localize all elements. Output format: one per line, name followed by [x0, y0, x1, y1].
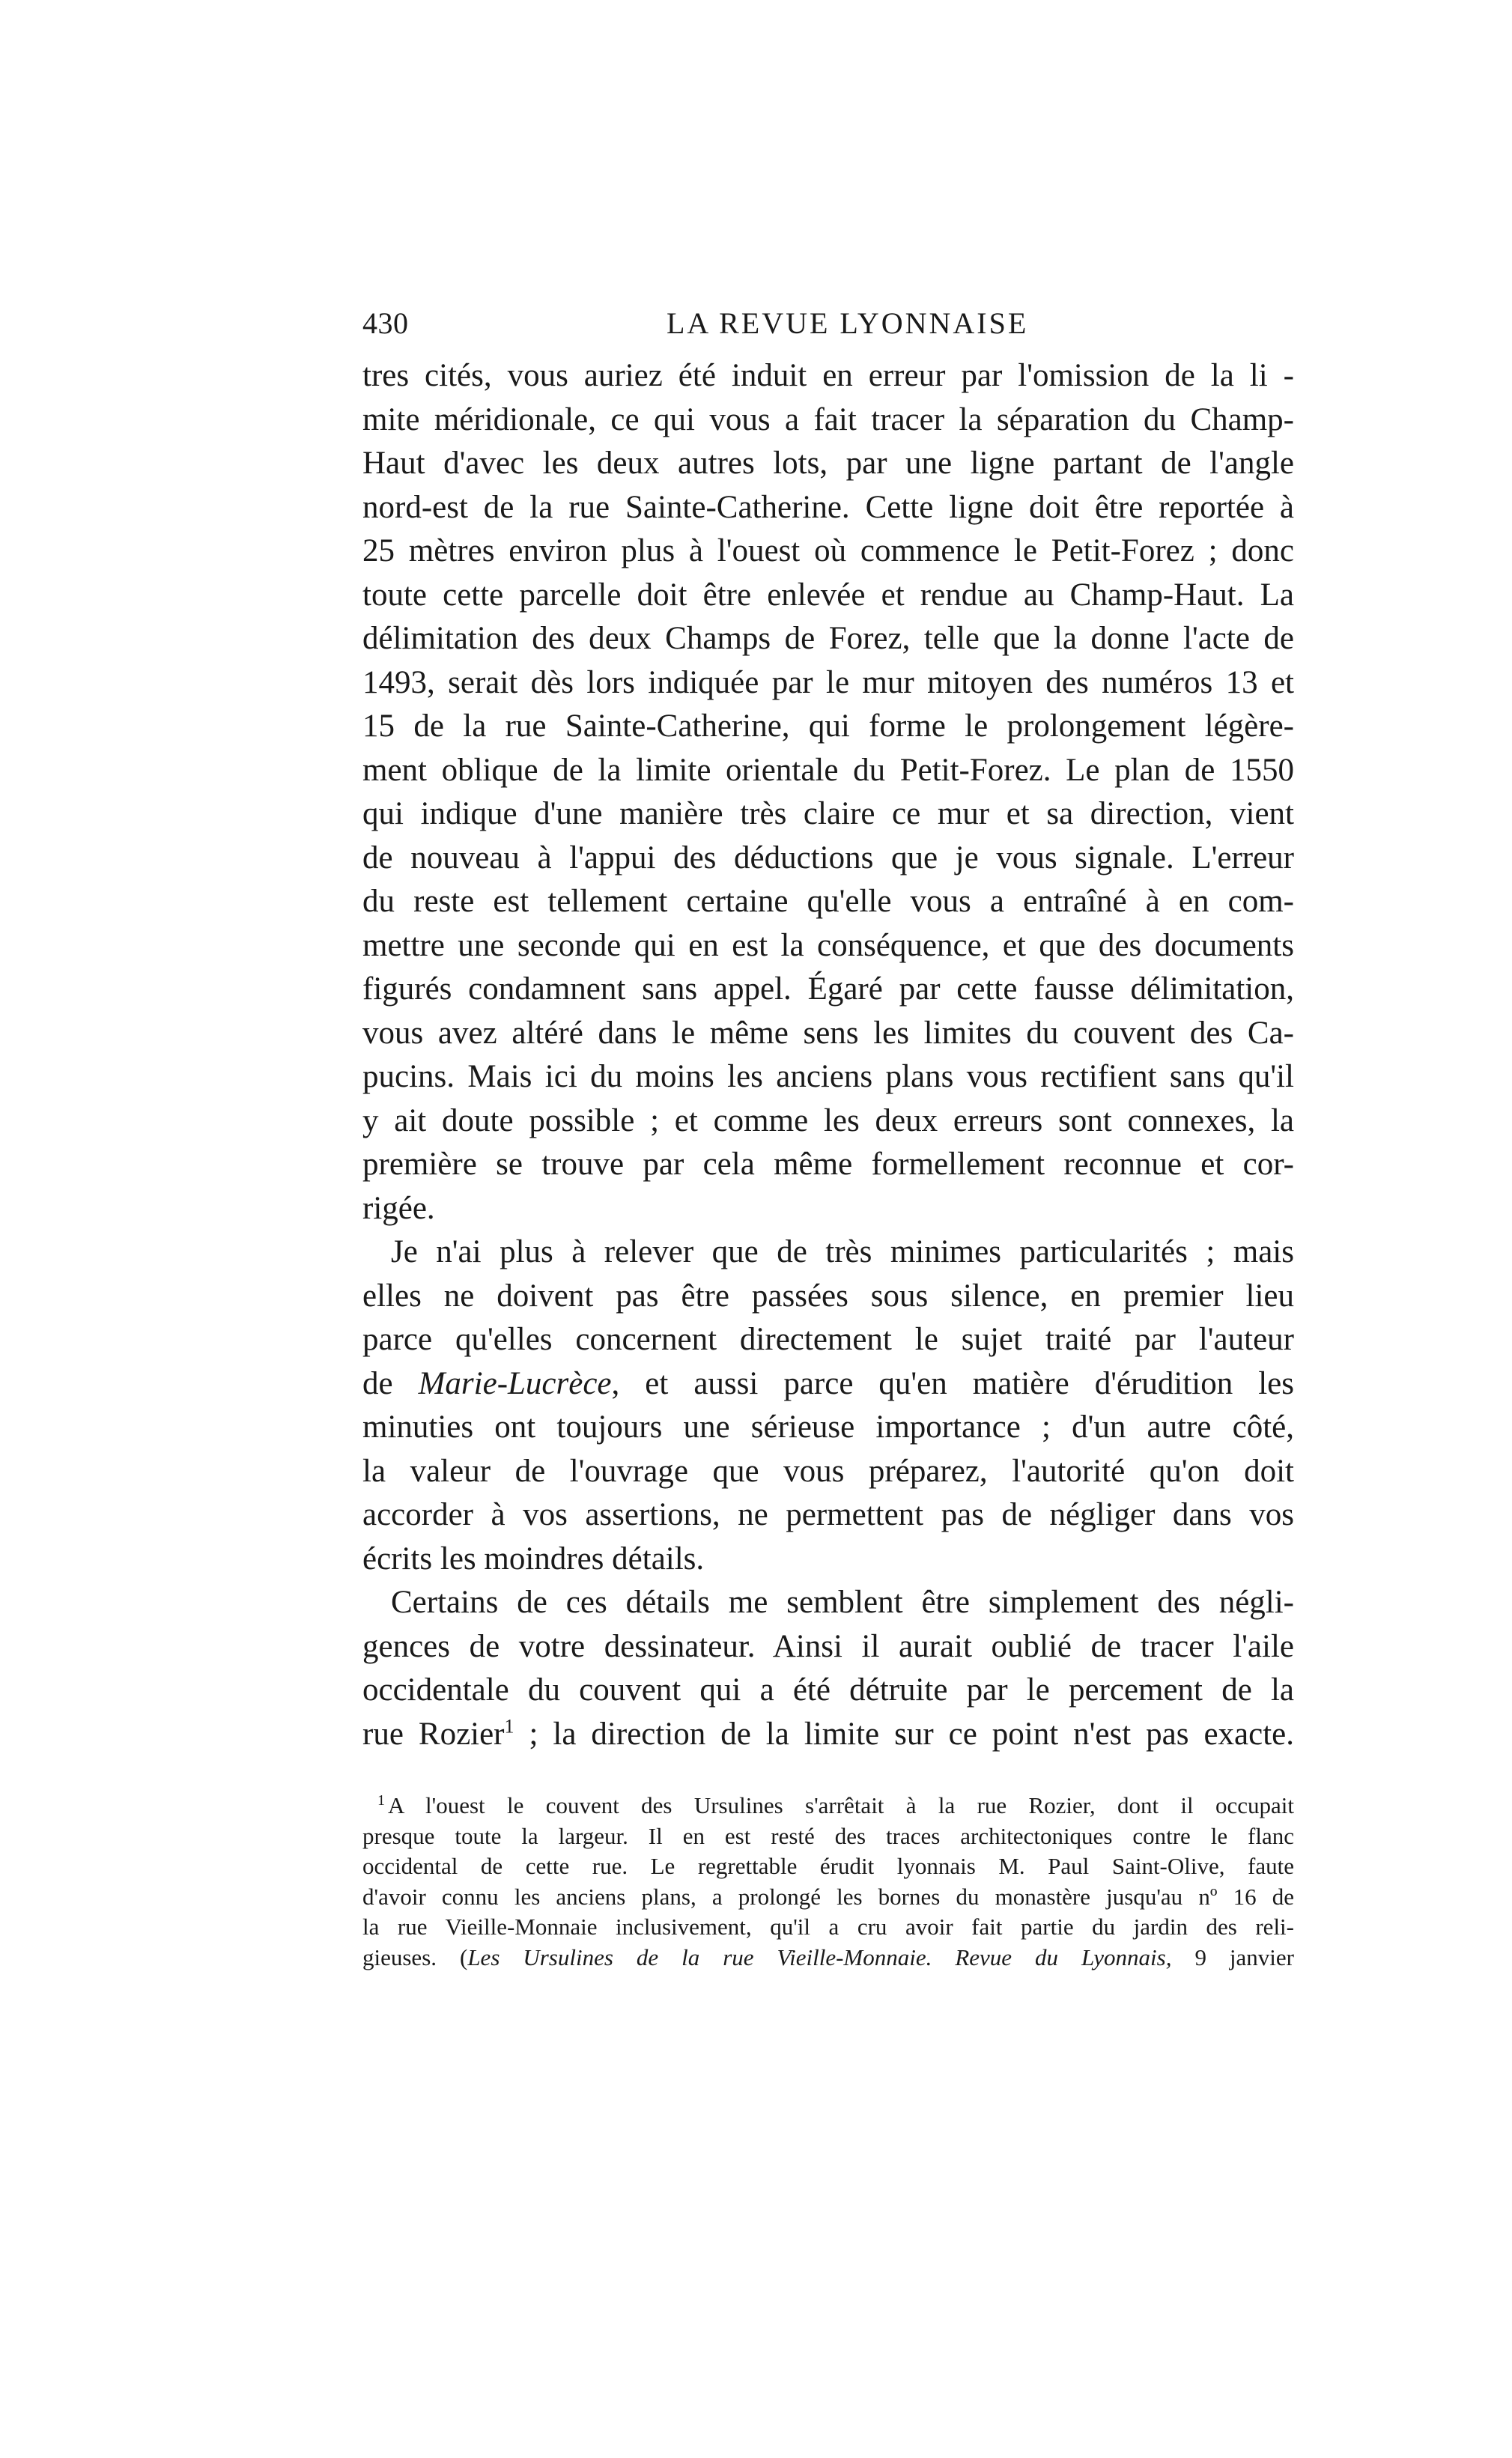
text-line: Haut d'avec les deux autres lots, par une ligne partant de l'angle — [362, 446, 1294, 481]
footnote-line: presque toute la largeur. Il en est resté des traces architectoniques contre le flanc — [362, 1822, 1294, 1849]
text-line: occidentale du couvent qui a été détruite par le percement de la — [362, 1672, 1294, 1708]
footnote-line — [362, 1791, 1294, 1821]
text-line: parce qu'elles concernent directement le sujet traité par l'auteur — [362, 1322, 1294, 1357]
text-line: mite méridionale, ce qui vous a fait tracer la séparation du Champ- — [362, 401, 1294, 437]
text-line: délimitation des deux Champs de Forez, telle que la donne l'acte de — [362, 621, 1294, 656]
text-line: 25 mètres environ plus à l'ouest où commence le Petit-Forez ; donc — [362, 533, 1294, 568]
text-line — [362, 1713, 1294, 1757]
text-line: 15 de la rue Sainte-Catherine, qui forme le prolongement légère- — [362, 708, 1294, 744]
body-text — [362, 354, 1294, 1756]
work-title: Marie-Lucrèce — [418, 1365, 612, 1401]
text-fragment: 9 janvier — [1171, 1943, 1294, 1970]
text-line: ment oblique de la limite orientale du Petit-Forez. Le plan de 1550 — [362, 752, 1294, 788]
footnote-line: la rue Vieille-Monnaie inclusivement, qu'il a cru avoir fait partie du jardin des reli- — [362, 1914, 1294, 1940]
text-line: nord-est de la rue Sainte-Catherine. Cette ligne doit être reportée à — [362, 489, 1294, 525]
text-fragment: A l'ouest le couvent des Ursulines s'arrêtait à la rue Rozier, dont il occupait — [388, 1792, 1294, 1818]
text-fragment: ; la direction de la limite sur ce point n'est pas exacte. — [514, 1716, 1294, 1752]
text-line: vous avez altéré dans le même sens les limites du couvent des Ca- — [362, 1015, 1294, 1051]
text-line: elles ne doivent pas être passées sous silence, en premier lieu — [362, 1278, 1294, 1314]
page-header — [362, 306, 1029, 346]
text-line: première se trouve par cela même formellement reconnue et cor- — [362, 1147, 1294, 1182]
text-line: la valeur de l'ouvrage que vous préparez, l'autorité qu'on doit — [362, 1453, 1294, 1489]
footnote-reference[interactable]: 1 — [504, 1715, 514, 1738]
footnote-line: occidental de cette rue. Le regrettable érudit lyonnais M. Paul Saint-Olive, faute — [362, 1853, 1294, 1879]
text-line: du reste est tellement certaine qu'elle vous a entraîné à en com- — [362, 884, 1294, 919]
page-number: 430 — [362, 306, 409, 340]
text-line: tres cités, vous auriez été induit en erreur par l'omission de la li - — [362, 358, 1294, 393]
text-line: minuties ont toujours une sérieuse importance ; d'un autre côté, — [362, 1409, 1294, 1445]
text-line: toute cette parcelle doit être enlevée et rendue au Champ-Haut. La — [362, 577, 1294, 613]
footnote-line: d'avoir connu les anciens plans, a prolongé les bornes du monastère jusqu'au nº 16 de — [362, 1883, 1294, 1910]
text-line: 1493, serait dès lors indiquée par le mur mitoyen des numéros 13 et — [362, 664, 1294, 700]
text-line — [362, 1362, 1294, 1406]
text-line: figurés condamnent sans appel. Égaré par cette fausse délimitation, — [362, 971, 1294, 1007]
text-line: Je n'ai plus à relever que de très minimes particularités ; mais — [391, 1234, 1294, 1269]
footnote-line — [362, 1943, 1294, 1973]
text-line: mettre une seconde qui en est la conséquence, et que des documents — [362, 927, 1294, 963]
text-fragment: gieuses. ( — [362, 1943, 468, 1970]
text-line: gences de votre dessinateur. Ainsi il aurait oublié de tracer l'aile — [362, 1628, 1294, 1664]
text-line: rigée. — [362, 1190, 435, 1226]
text-line: pucins. Mais ici du moins les anciens plans vous rectifient sans qu'il — [362, 1059, 1294, 1094]
text-line: de nouveau à l'appui des déductions que je vous signale. L'erreur — [362, 840, 1294, 876]
running-title: LA REVUE LYONNAISE — [667, 306, 1029, 340]
footnote-marker: 1 — [377, 1791, 385, 1809]
text-fragment: , et aussi parce qu'en matière d'érudition les — [611, 1365, 1294, 1401]
text-line: qui indique d'une manière très claire ce mur et sa direction, vient — [362, 796, 1294, 831]
text-line: accorder à vos assertions, ne permettent pas de négliger dans vos — [362, 1497, 1294, 1532]
text-line: écrits les moindres détails. — [362, 1541, 705, 1577]
text-line: Certains de ces détails me semblent être simplement des négli- — [391, 1585, 1294, 1620]
footnotes — [362, 1791, 1294, 1973]
text-fragment: rue Rozier — [362, 1716, 505, 1752]
text-fragment: de — [362, 1365, 419, 1401]
text-line: y ait doute possible ; et comme les deux erreurs sont connexes, la — [362, 1102, 1294, 1138]
citation-title: Les Ursulines de la rue Vieille-Monnaie. Revue du Lyonnais, — [467, 1943, 1172, 1970]
